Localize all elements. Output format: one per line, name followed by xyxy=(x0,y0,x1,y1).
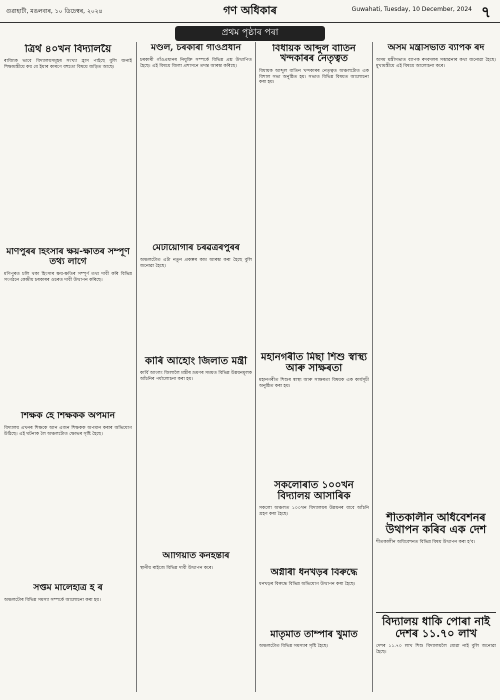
article-headline: শীতকালীন অধিবেশনৰ উথাপন কৰিব এক দেশ xyxy=(385,512,487,537)
article-headline: কাৰি আহোং জিলাত মন্ত্ৰী xyxy=(145,356,247,367)
article-body: ৰাজ্যিক ভাবে বিদ্যালয়সমূহৰ সংখ্যা হ্ৰাস পাইছে বুলি জনাই শিক্ষামন্ত্ৰীয়ে কয় যে ইয়াৰ কাৰণে বহুতো বিষয়ে জড়িত আছে। xyxy=(4,59,132,70)
page-number: ৭ xyxy=(481,3,491,21)
article-body: অঞ্চলটোত বিভিন্ন সমস্যাৰ সৃষ্টি হৈছে। xyxy=(259,644,329,650)
article-6 xyxy=(140,244,252,344)
article-2 xyxy=(4,248,132,403)
article-headline: আগিয়াত কনহন্তীৰ xyxy=(162,552,230,561)
article-headline: বিধায়ক আব্দুল বাতিন খন্দকাৰৰ নেতৃত্বত xyxy=(272,44,356,65)
article-10 xyxy=(259,352,369,472)
article-body: দেশৰ ১১.৭০ লাখ শিশু বিদ্যালয়লৈ যোৱা নাই বুলি জনোৱা হৈছে। xyxy=(376,644,496,655)
article-headline: মেটীয়োগাৰ চৰৱত্ৰৰপুৰৰ xyxy=(152,244,240,253)
article-8 xyxy=(140,552,252,696)
column-rule xyxy=(255,42,256,692)
article-headline: মাতৃমাত তাম্পাৰ খুমাত xyxy=(270,630,358,640)
article-body: চৰকাৰী গাঁওপ্ৰধানৰ নিযুক্তি সম্পৰ্কে বিভিন্ন প্ৰশ্ন উত্থাপিত হৈছে। এই বিষয়ে জিলা প্ৰশাসনে তদন্ত আৰম্ভ কৰিছে। xyxy=(140,57,252,69)
article-body: অঞ্চলটোৰ বিভিন্ন সমস্যা সম্পৰ্কে আলোচনা কৰা হয়। xyxy=(4,597,101,603)
article-headline: অগ্নীৰী ধনখড়ৰ বিৰুদ্ধে xyxy=(270,568,358,578)
section-banner: প্ৰথম পৃষ্ঠাৰ পৰা xyxy=(175,26,325,41)
article-headline: শিক্ষক হৈ শিক্ষকক অপমান xyxy=(21,412,115,421)
article-4 xyxy=(4,584,132,696)
article-15 xyxy=(376,512,496,607)
masthead: গণ অধিকাৰ xyxy=(223,4,277,17)
article-body: মণিপুৰত চলি থকা হিংসাৰ ক্ষয়-ক্ষতিৰ সম্পূৰ্ণ তথ্য দাবী কৰি বিভিন্ন সংগঠনে কেন্দ্ৰীয় চৰকাৰৰ ওচৰত দাবী উত্থাপন কৰিছে। xyxy=(4,271,132,283)
article-body: কাৰ্বি আংলং জিলালৈ মন্ত্ৰীৰ ভ্ৰমণৰ সময়ত বিভিন্ন উন্নয়নমূলক আঁচনিৰ পৰ্যালোচনা কৰা হয়। xyxy=(140,371,252,382)
column-rule xyxy=(136,42,137,692)
article-1 xyxy=(4,44,132,234)
article-body: অসম মন্ত্ৰীসভাত ব্যাপক ৰদবদলৰ সম্ভাৱনাৰ কথা জনোৱা হৈছে। মুখ্যমন্ত্ৰীয়ে এই বিষয়ে আলোচনা কৰে। xyxy=(376,57,496,69)
article-11 xyxy=(259,480,369,565)
article-14 xyxy=(376,44,496,394)
article-13 xyxy=(259,630,369,696)
article-5 xyxy=(140,44,252,204)
article-body: সকলো অঞ্চলত ১০০খন বিদ্যালয়ৰ উন্নয়নৰ বাবে আঁচনি গ্ৰহণ কৰা হৈছে। xyxy=(259,506,369,517)
article-headline: মণ্ডল, চৰকাৰী গাঁওপ্ৰধান xyxy=(150,44,242,53)
page-header xyxy=(0,0,500,23)
article-body: অঞ্চলটোত এটা নতুন প্ৰকল্পৰ কাম আৰম্ভ কৰা হৈছে বুলি জনোৱা হৈছে। xyxy=(140,257,252,269)
article-12 xyxy=(259,568,369,623)
article-body: স্থানীয় ৰাইজে বিভিন্ন দাবী উত্থাপন কৰে। xyxy=(140,565,214,571)
article-body: শীতকালীন অধিবেশনত বিভিন্ন বিষয় উত্থাপন কৰা হ'ব। xyxy=(376,540,476,546)
article-7 xyxy=(140,356,252,556)
article-headline: বিদ্যালয় ধাকি পোৰা নাই দেশৰ ১১.৭০ লাখ xyxy=(382,615,490,641)
article-headline: ত্ৰিৰ্থ ৪০খন বিদ্যালয়ৈ xyxy=(24,44,112,55)
article-body: মহানগৰীত শিশুৰ স্বাস্থ্য আৰু সাক্ষৰতা বিষয়ক এক কাৰ্যসূচী অনুষ্ঠিত কৰা হয়। xyxy=(259,378,369,389)
article-body: বিদ্যালয় এখনৰ শিক্ষকে আন এজন শিক্ষকক অপমান কৰাৰ অভিযোগ উঠিছে। এই ঘটনাক লৈ অঞ্চলটোত ক্ষোভৰ সৃষ্টি হৈছে। xyxy=(4,425,132,437)
article-9 xyxy=(259,44,369,289)
article-headline: সপ্তম মালেহাত্ৰ ই ৰ xyxy=(33,584,103,593)
article-body: ধনখড়ৰ বিৰুদ্ধে বিভিন্ন অভিযোগ উত্থাপন কৰা হৈছে। xyxy=(259,582,356,588)
article-16 xyxy=(376,612,496,697)
date-english: Guwahati, Tuesday, 10 December, 2024 xyxy=(351,6,472,13)
article-3 xyxy=(4,412,132,577)
column-rule xyxy=(372,42,373,692)
article-headline: মহানগৰীত মিছা শিশু স্বাস্থ্য আৰু সাক্ষৰতা xyxy=(261,352,367,374)
article-headline: সকলোৰাত ১০০খন বিদ্যালয় আসাৰিক xyxy=(274,480,354,502)
article-body: বিধায়ক আব্দুল বাতিন খন্দকাৰৰ নেতৃত্বত অঞ্চলটোত এক বিশাল সভা অনুষ্ঠিত হয়। সভাত বিভিন্ন বিষয়ত আলোচনা কৰা হয়। xyxy=(259,68,369,86)
article-headline: অসম মন্ত্ৰীসভাত ব্যাপক ৰদ xyxy=(387,44,485,53)
article-headline: মণিপুৰৰ হিংসাৰ ক্ষয়-ক্ষতিৰ সম্পূৰ্ণ তথ্য লাগে xyxy=(6,248,130,267)
date-assamese: গুৱাহাটী, মঙলবাৰ, ১০ ডিচেম্বৰ, ২০২৪ xyxy=(6,8,103,15)
